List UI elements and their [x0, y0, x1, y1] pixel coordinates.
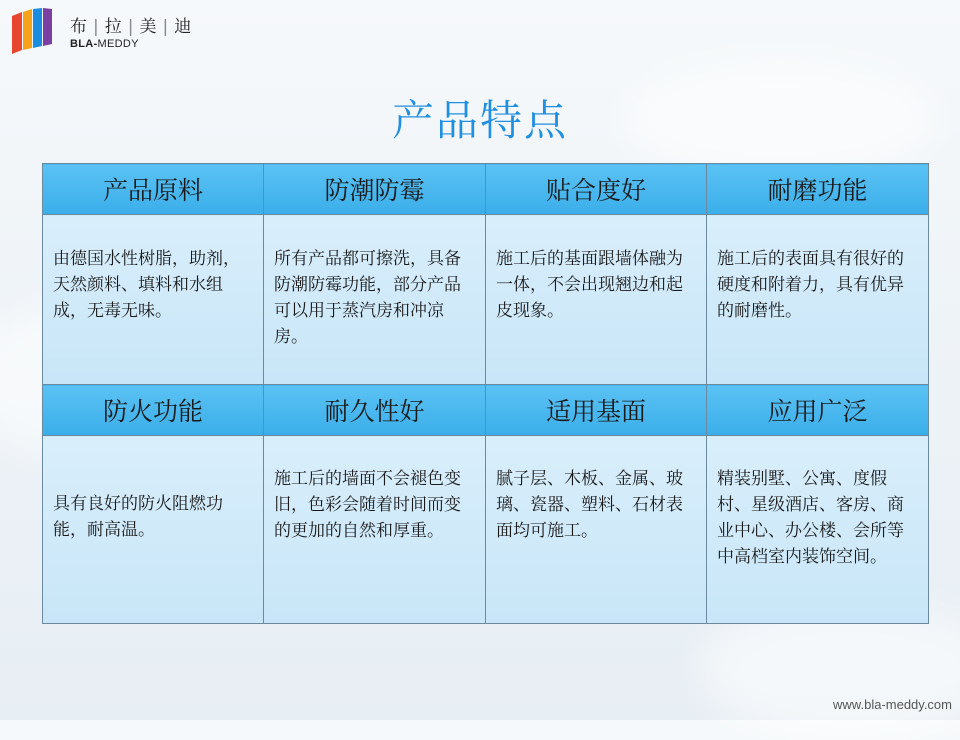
feature-cell: [707, 436, 929, 624]
feature-description: 精装别墅、公寓、度假村、星级酒店、客房、商业中心、办公楼、会所等中高档室内装饰空间。: [717, 469, 904, 567]
logo-char: 拉: [104, 17, 123, 37]
feature-cell: [43, 436, 264, 624]
feature-header: 贴合度好: [486, 164, 707, 215]
feature-header: 产品原料: [43, 164, 264, 215]
logo-mark-icon: [12, 8, 54, 54]
feature-description: 施工后的墙面不会褪色变旧，色彩会随着时间而变的更加的自然和厚重。: [274, 469, 461, 541]
feature-description: 腻子层、木板、金属、玻璃、瓷器、塑料、石材表面均可施工。: [496, 469, 683, 541]
description-row: [43, 215, 929, 385]
header-row: [43, 164, 929, 215]
feature-description: 施工后的表面具有很好的硬度和附着力，具有优异的耐磨性。: [717, 249, 904, 321]
page-title: 产品特点: [391, 96, 568, 145]
feature-cell: [264, 215, 486, 385]
logo-chinese-name: 布 | 拉 | 美 | 迪: [70, 17, 193, 37]
feature-header: 耐久性好: [264, 385, 486, 436]
feature-header: 防火功能: [43, 385, 264, 436]
header-row: [43, 385, 929, 436]
feature-header: 应用广泛: [707, 385, 929, 436]
feature-header: 适用基面: [486, 385, 707, 436]
feature-description: 施工后的基面跟墙体融为一体，不会出现翘边和起皮现象。: [496, 249, 683, 321]
feature-cell: [486, 436, 707, 624]
logo-en-rest: MEDDY: [97, 38, 139, 50]
brand-logo: [12, 6, 193, 56]
feature-header: 防潮防霉: [264, 164, 486, 215]
features-table: [42, 163, 929, 624]
logo-english-name: [70, 38, 139, 50]
logo-char: 美: [139, 17, 158, 37]
feature-cell: [486, 215, 707, 385]
feature-cell: [264, 436, 486, 624]
feature-header: 耐磨功能: [707, 164, 929, 215]
logo-char: 布: [70, 17, 88, 37]
feature-description: 所有产品都可擦洗，具备防潮防霉功能，部分产品可以用于蒸汽房和冲凉房。: [274, 249, 461, 347]
description-row: [43, 436, 929, 624]
feature-cell: [43, 215, 264, 385]
website-url: www.bla-meddy.com: [833, 697, 952, 712]
feature-description: 由德国水性树脂，助剂，天然颜料、填料和水组成，无毒无味。: [53, 249, 240, 321]
logo-char: 迪: [174, 17, 193, 37]
logo-en-bold: BLA-: [70, 38, 98, 50]
feature-cell: [707, 215, 929, 385]
feature-description: 具有良好的防火阻燃功能，耐高温。: [53, 494, 223, 540]
